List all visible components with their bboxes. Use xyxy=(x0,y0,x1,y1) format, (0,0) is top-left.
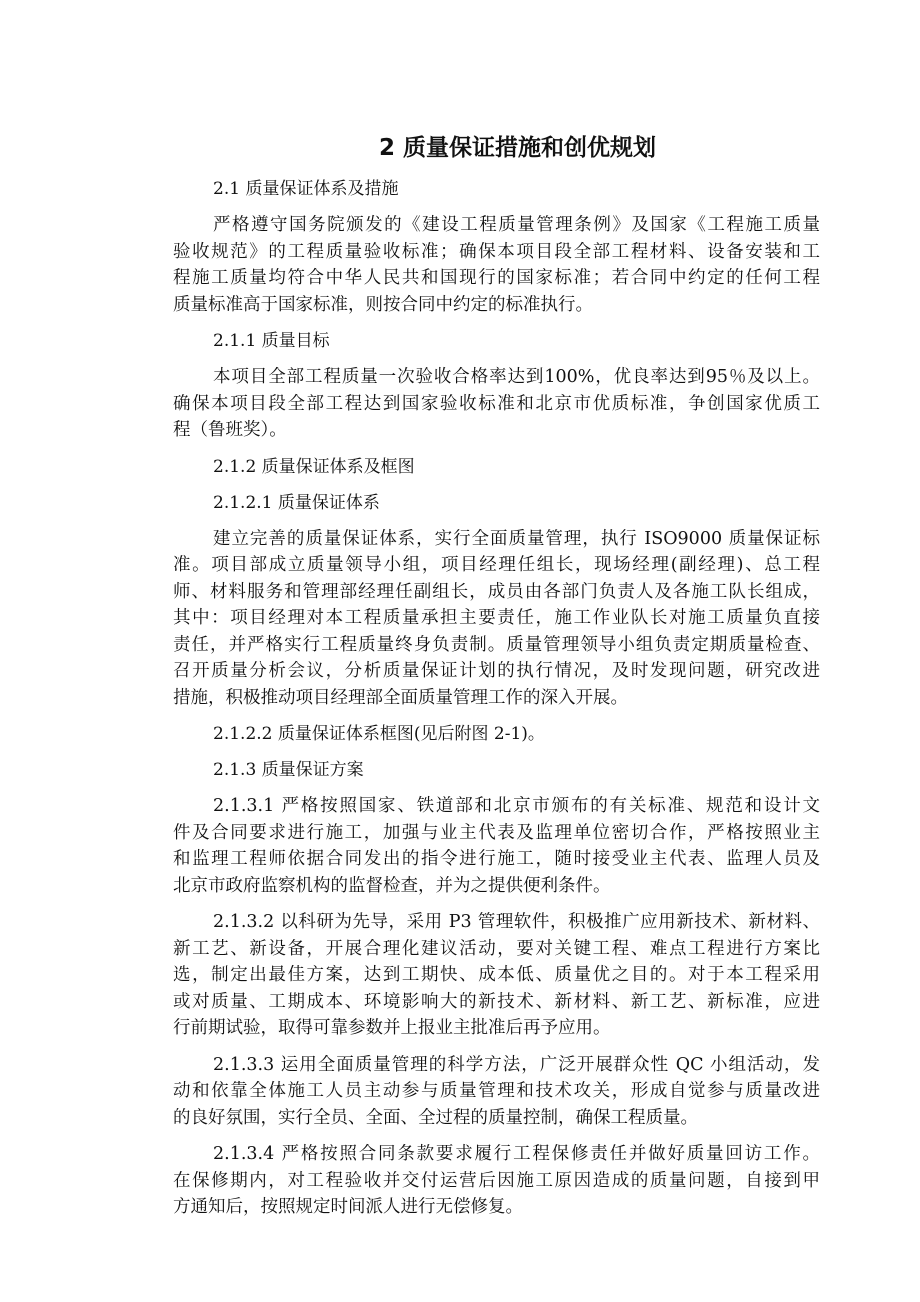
paragraph-line: 的良好氛围，实行全员、全面、全过程的质量控制，确保工程质量。 xyxy=(173,1107,698,1128)
paragraph-line: 程施工质量均符合中华人民共和国现行的国家标准；若合同中约定的任何工程 xyxy=(173,268,820,288)
paragraph-line: 责任，并严格实行工程质量终身负责制。质量管理领导小组负责定期质量检查、 xyxy=(173,634,820,655)
section-heading: 2.1.1 质量目标 xyxy=(213,331,330,351)
paragraph-line: 程（鲁班奖）。 xyxy=(173,420,287,440)
paragraph-line: 验收规范》的工程质量验收标准；确保本项目段全部工程材料、设备安装和工 xyxy=(173,241,820,262)
paragraph-line: 召开质量分析会议，分析质量保证计划的执行情况，及时发现问题，研究改进 xyxy=(173,661,820,681)
paragraph xyxy=(173,364,820,444)
paragraph-line: 方通知后，按照规定时间派人进行无偿修复。 xyxy=(173,1197,523,1217)
paragraph xyxy=(173,526,820,712)
paragraph-line: 动和依靠全体施工人员主动参与质量管理和技术攻关，形成自觉参与质量改进 xyxy=(173,1081,820,1101)
paragraph xyxy=(173,1052,820,1132)
section-heading: 2.1.3 质量保证方案 xyxy=(213,760,364,780)
paragraph-line: 建立完善的质量保证体系，实行全面质量管理，执行 ISO9000 质量保证标 xyxy=(213,528,820,549)
paragraph-line: 准。项目部成立质量领导小组，项目经理任组长，现场经理(副经理)、总工程 xyxy=(173,555,820,575)
paragraph xyxy=(173,793,820,899)
page-title: 2 质量保证措施和创优规划 xyxy=(378,135,656,161)
paragraph-line: 行前期试验，取得可靠参数并上报业主批准后再予应用。 xyxy=(173,1018,611,1038)
paragraph-line: 选，制定出最佳方案，达到工期快、成本低、质量优之目的。对于本工程采用 xyxy=(173,965,820,985)
paragraph-line: 或对质量、工期成本、环境影响大的新技术、新材料、新工艺、新标准，应进 xyxy=(173,991,820,1012)
document-body xyxy=(173,176,820,1221)
section-heading: 2.1 质量保证体系及措施 xyxy=(213,179,399,199)
section-heading: 2.1.2.2 质量保证体系框图(见后附图 2-1)。 xyxy=(213,724,545,744)
paragraph-line: 件及合同要求进行施工，加强与业主代表及监理单位密切合作，严格按照业主 xyxy=(173,822,820,843)
paragraph xyxy=(173,212,820,318)
paragraph-line: 在保修期内，对工程验收并交付运营后因施工原因造成的质量问题，自接到甲 xyxy=(173,1170,820,1191)
document-page xyxy=(173,132,820,1231)
paragraph-line: 2.1.3.2 以科研为先导，采用 P3 管理软件，积极推广应用新技术、新材料、 xyxy=(213,912,820,932)
section-heading: 2.1.2 质量保证体系及框图 xyxy=(213,456,415,477)
paragraph-line: 其中：项目经理对本工程质量承担主要责任，施工作业队长对施工质量负直接 xyxy=(173,608,820,628)
paragraph-line: 师、材料服务和管理部经理任副组长，成员由各部门负责人及各施工队长组成， xyxy=(173,581,820,602)
paragraph-line: 新工艺、新设备，开展合理化建议活动，要对关键工程、难点工程进行方案比 xyxy=(173,938,820,959)
paragraph-line: 质量标准高于国家标准，则按合同中约定的标准执行。 xyxy=(173,294,593,315)
paragraph-line: 和监理工程师依据合同发出的指令进行施工，随时接受业主代表、监理人员及 xyxy=(173,849,820,869)
paragraph-line: 2.1.3.1 严格按照国家、铁道部和北京市颁布的有关标准、规范和设计文 xyxy=(213,796,820,816)
paragraph xyxy=(173,909,820,1042)
paragraph xyxy=(173,1141,820,1221)
paragraph-line: 措施，积极推动项目经理部全面质量管理工作的深入开展。 xyxy=(173,687,628,708)
section-heading: 2.1.2.1 质量保证体系 xyxy=(213,492,380,513)
paragraph-line: 本项目全部工程质量一次验收合格率达到100%，优良率达到95％及以上。 xyxy=(213,367,820,387)
paragraph-line: 2.1.3.3 运用全面质量管理的科学方法，广泛开展群众性 QC 小组活动，发 xyxy=(213,1054,820,1075)
paragraph-line: 2.1.3.4 严格按照合同条款要求履行工程保修责任并做好质量回访工作。 xyxy=(213,1144,820,1164)
paragraph-line: 北京市政府监察机构的监督检查，并为之提供便利条件。 xyxy=(173,875,611,896)
paragraph-line: 严格遵守国务院颁发的《建设工程质量管理条例》及国家《工程施工质量 xyxy=(213,215,820,235)
paragraph-line: 确保本项目段全部工程达到国家验收标准和北京市优质标准，争创国家优质工 xyxy=(173,393,820,414)
